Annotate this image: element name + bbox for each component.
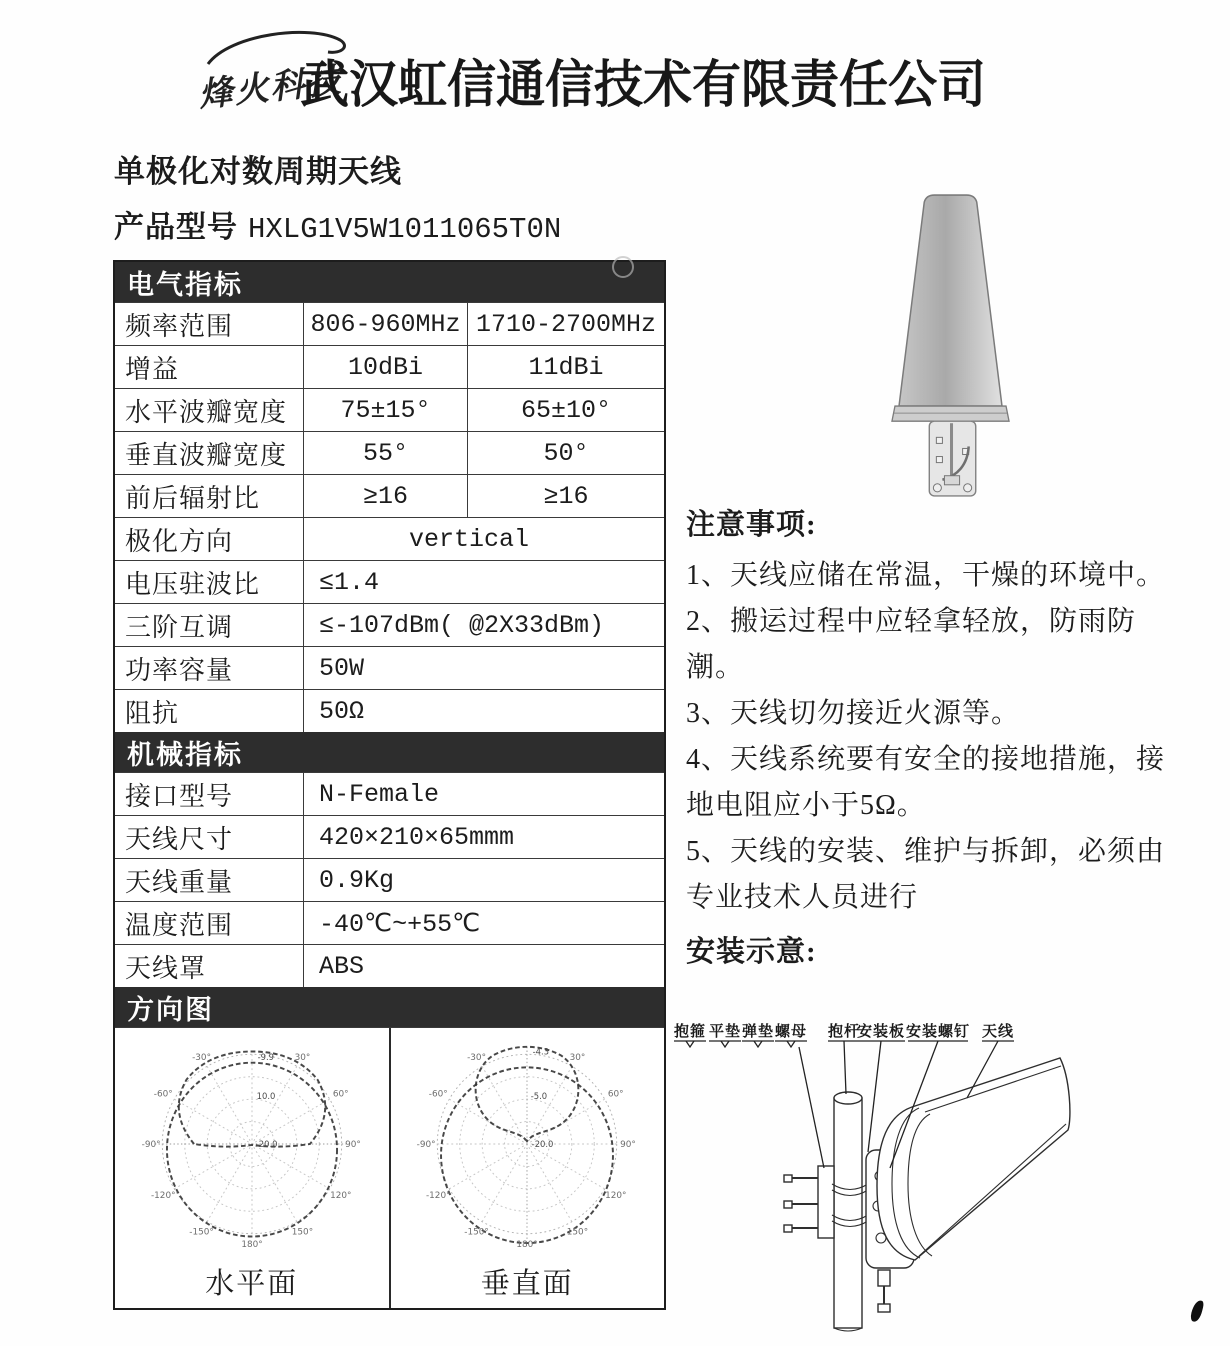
row-value-high: 65±10° bbox=[520, 395, 611, 425]
note-item: 5、天线的安装、维护与拆卸，必须由专业技术人员进行 bbox=[686, 836, 1166, 913]
note-item: 4、天线系统要有安全的接地措施，接地电阻应小于5Ω。 bbox=[686, 744, 1166, 821]
row-label: 频率范围 bbox=[115, 303, 304, 345]
table-row bbox=[115, 858, 664, 901]
angle-label: 180° bbox=[516, 1239, 538, 1250]
angle-label: 90° bbox=[344, 1139, 361, 1150]
row-value: -40℃~+55℃ bbox=[319, 909, 481, 939]
vertical-pattern-plot bbox=[389, 1028, 665, 1308]
angle-label: 150° bbox=[567, 1227, 589, 1238]
table-row bbox=[115, 388, 664, 431]
row-label: 天线罩 bbox=[115, 945, 304, 987]
product-model-line bbox=[114, 202, 561, 246]
angle-label: 120° bbox=[605, 1191, 627, 1202]
antenna-radome-drawing bbox=[848, 188, 1053, 506]
radial-label: 10.0 bbox=[256, 1091, 276, 1102]
diagram-label: 弹垫 bbox=[741, 1024, 775, 1040]
note-item: 3、天线切勿接近火源等。 bbox=[686, 698, 1021, 729]
row-label: 水平波瓣宽度 bbox=[115, 389, 304, 431]
row-value: 50Ω bbox=[319, 696, 365, 726]
angle-label: 30° bbox=[569, 1052, 586, 1063]
horizontal-polar-chart bbox=[138, 1030, 366, 1258]
model-value: HXLG1V5W1011065T0N bbox=[248, 213, 562, 246]
table-row bbox=[115, 689, 664, 732]
row-label: 接口型号 bbox=[115, 773, 304, 815]
model-label: 产品型号 bbox=[114, 211, 238, 244]
diagram-label: 天线 bbox=[981, 1024, 1015, 1040]
row-value-low: ≥16 bbox=[304, 475, 468, 517]
table-row bbox=[115, 302, 664, 345]
row-value: vertical bbox=[409, 524, 530, 554]
horizontal-pattern-plot bbox=[115, 1028, 389, 1308]
row-label: 极化方向 bbox=[115, 518, 304, 560]
row-value: 0.9Kg bbox=[319, 865, 395, 895]
note-item: 1、天线应储在常温，干燥的环境中。 bbox=[686, 560, 1166, 591]
angle-label: -90° bbox=[141, 1139, 161, 1150]
pattern-section-header: 方向图 bbox=[115, 987, 664, 1027]
table-row bbox=[115, 560, 664, 603]
scan-ring-mark bbox=[612, 256, 634, 278]
notes-section bbox=[686, 502, 1191, 970]
table-row bbox=[115, 345, 664, 388]
radial-label: -20.0 bbox=[255, 1138, 278, 1149]
row-label: 增益 bbox=[115, 346, 304, 388]
diagram-label: 平垫 bbox=[708, 1024, 742, 1040]
row-label: 阻抗 bbox=[115, 690, 304, 732]
radial-label: -4.3 bbox=[532, 1046, 550, 1057]
pattern-area bbox=[115, 1027, 664, 1308]
row-value: 420×210×65mmm bbox=[319, 822, 515, 852]
row-label: 垂直波瓣宽度 bbox=[115, 432, 304, 474]
row-value-low: 55° bbox=[304, 432, 468, 474]
row-value: ABS bbox=[319, 951, 365, 981]
angle-label: 90° bbox=[620, 1139, 637, 1150]
row-label: 前后辐射比 bbox=[115, 475, 304, 517]
angle-label: -150° bbox=[189, 1227, 214, 1238]
vertical-polar-chart bbox=[413, 1030, 641, 1258]
diagram-label: 螺母 bbox=[774, 1024, 808, 1040]
electrical-section-header: 电气指标 bbox=[115, 262, 664, 302]
row-value: 50W bbox=[319, 653, 365, 683]
radial-label: -9.9 bbox=[257, 1051, 274, 1062]
angle-label: -60° bbox=[429, 1089, 448, 1100]
row-value-high: 50° bbox=[543, 438, 589, 468]
antenna-product-figure bbox=[848, 188, 1053, 506]
row-label: 功率容量 bbox=[115, 647, 304, 689]
angle-label: -60° bbox=[153, 1089, 173, 1100]
table-row bbox=[115, 815, 664, 858]
installation-diagram bbox=[672, 1018, 1230, 1346]
table-row bbox=[115, 772, 664, 815]
radial-label: -5.0 bbox=[530, 1091, 548, 1102]
angle-label: -30° bbox=[467, 1052, 487, 1063]
row-value: ≤1.4 bbox=[319, 567, 380, 597]
row-value-high: ≥16 bbox=[543, 481, 589, 511]
angle-label: 60° bbox=[332, 1089, 349, 1100]
diagram-label: 安装螺钉 bbox=[905, 1024, 971, 1040]
angle-label: -120° bbox=[426, 1191, 451, 1202]
row-label: 电压驻波比 bbox=[115, 561, 304, 603]
row-value-low: 806-960MHz bbox=[304, 303, 468, 345]
table-row bbox=[115, 474, 664, 517]
diagram-label: 抱箍 bbox=[673, 1024, 707, 1040]
row-value: N-Female bbox=[319, 779, 440, 809]
table-row bbox=[115, 944, 664, 987]
notes-heading: 注意事项: bbox=[686, 509, 817, 541]
product-title: 单极化对数周期天线 bbox=[114, 154, 402, 189]
row-value: ≤-107dBm( @2X33dBm) bbox=[319, 610, 605, 640]
note-item: 2、搬运过程中应轻拿轻放，防雨防潮。 bbox=[686, 606, 1137, 683]
angle-label: -30° bbox=[191, 1052, 211, 1063]
diagram-label: 抱杆 bbox=[827, 1024, 861, 1040]
row-label: 温度范围 bbox=[115, 902, 304, 944]
radial-label: -20.0 bbox=[531, 1138, 554, 1149]
table-row bbox=[115, 603, 664, 646]
angle-label: 120° bbox=[329, 1191, 352, 1202]
table-row bbox=[115, 901, 664, 944]
angle-label: 180° bbox=[241, 1239, 263, 1250]
row-label: 三阶互调 bbox=[115, 604, 304, 646]
table-row bbox=[115, 646, 664, 689]
row-value-low: 75±15° bbox=[304, 389, 468, 431]
row-value-high: 11dBi bbox=[528, 352, 604, 382]
table-row bbox=[115, 517, 664, 560]
row-value-high: 1710-2700MHz bbox=[475, 309, 657, 339]
logo-text: 烽火科技 bbox=[196, 60, 345, 116]
mechanical-section-header: 机械指标 bbox=[115, 732, 664, 772]
angle-label: 60° bbox=[608, 1089, 624, 1100]
angle-label: -150° bbox=[464, 1227, 490, 1238]
angle-label: -120° bbox=[150, 1191, 176, 1202]
diagram-label: 安装板 bbox=[856, 1024, 906, 1040]
table-row bbox=[115, 431, 664, 474]
installation-drawing bbox=[672, 1018, 1230, 1346]
vertical-plane-caption: 垂直面 bbox=[480, 1268, 574, 1300]
angle-label: 150° bbox=[291, 1227, 313, 1238]
company-name: 武汉虹信通信技术有限责任公司 bbox=[300, 57, 987, 114]
row-value-low: 10dBi bbox=[304, 346, 468, 388]
angle-label: 30° bbox=[294, 1052, 311, 1063]
horizontal-plane-caption: 水平面 bbox=[205, 1268, 299, 1300]
installation-heading: 安装示意: bbox=[686, 936, 817, 968]
angle-label: -90° bbox=[416, 1139, 436, 1150]
row-label: 天线尺寸 bbox=[115, 816, 304, 858]
row-label: 天线重量 bbox=[115, 859, 304, 901]
spec-table bbox=[113, 260, 666, 1310]
